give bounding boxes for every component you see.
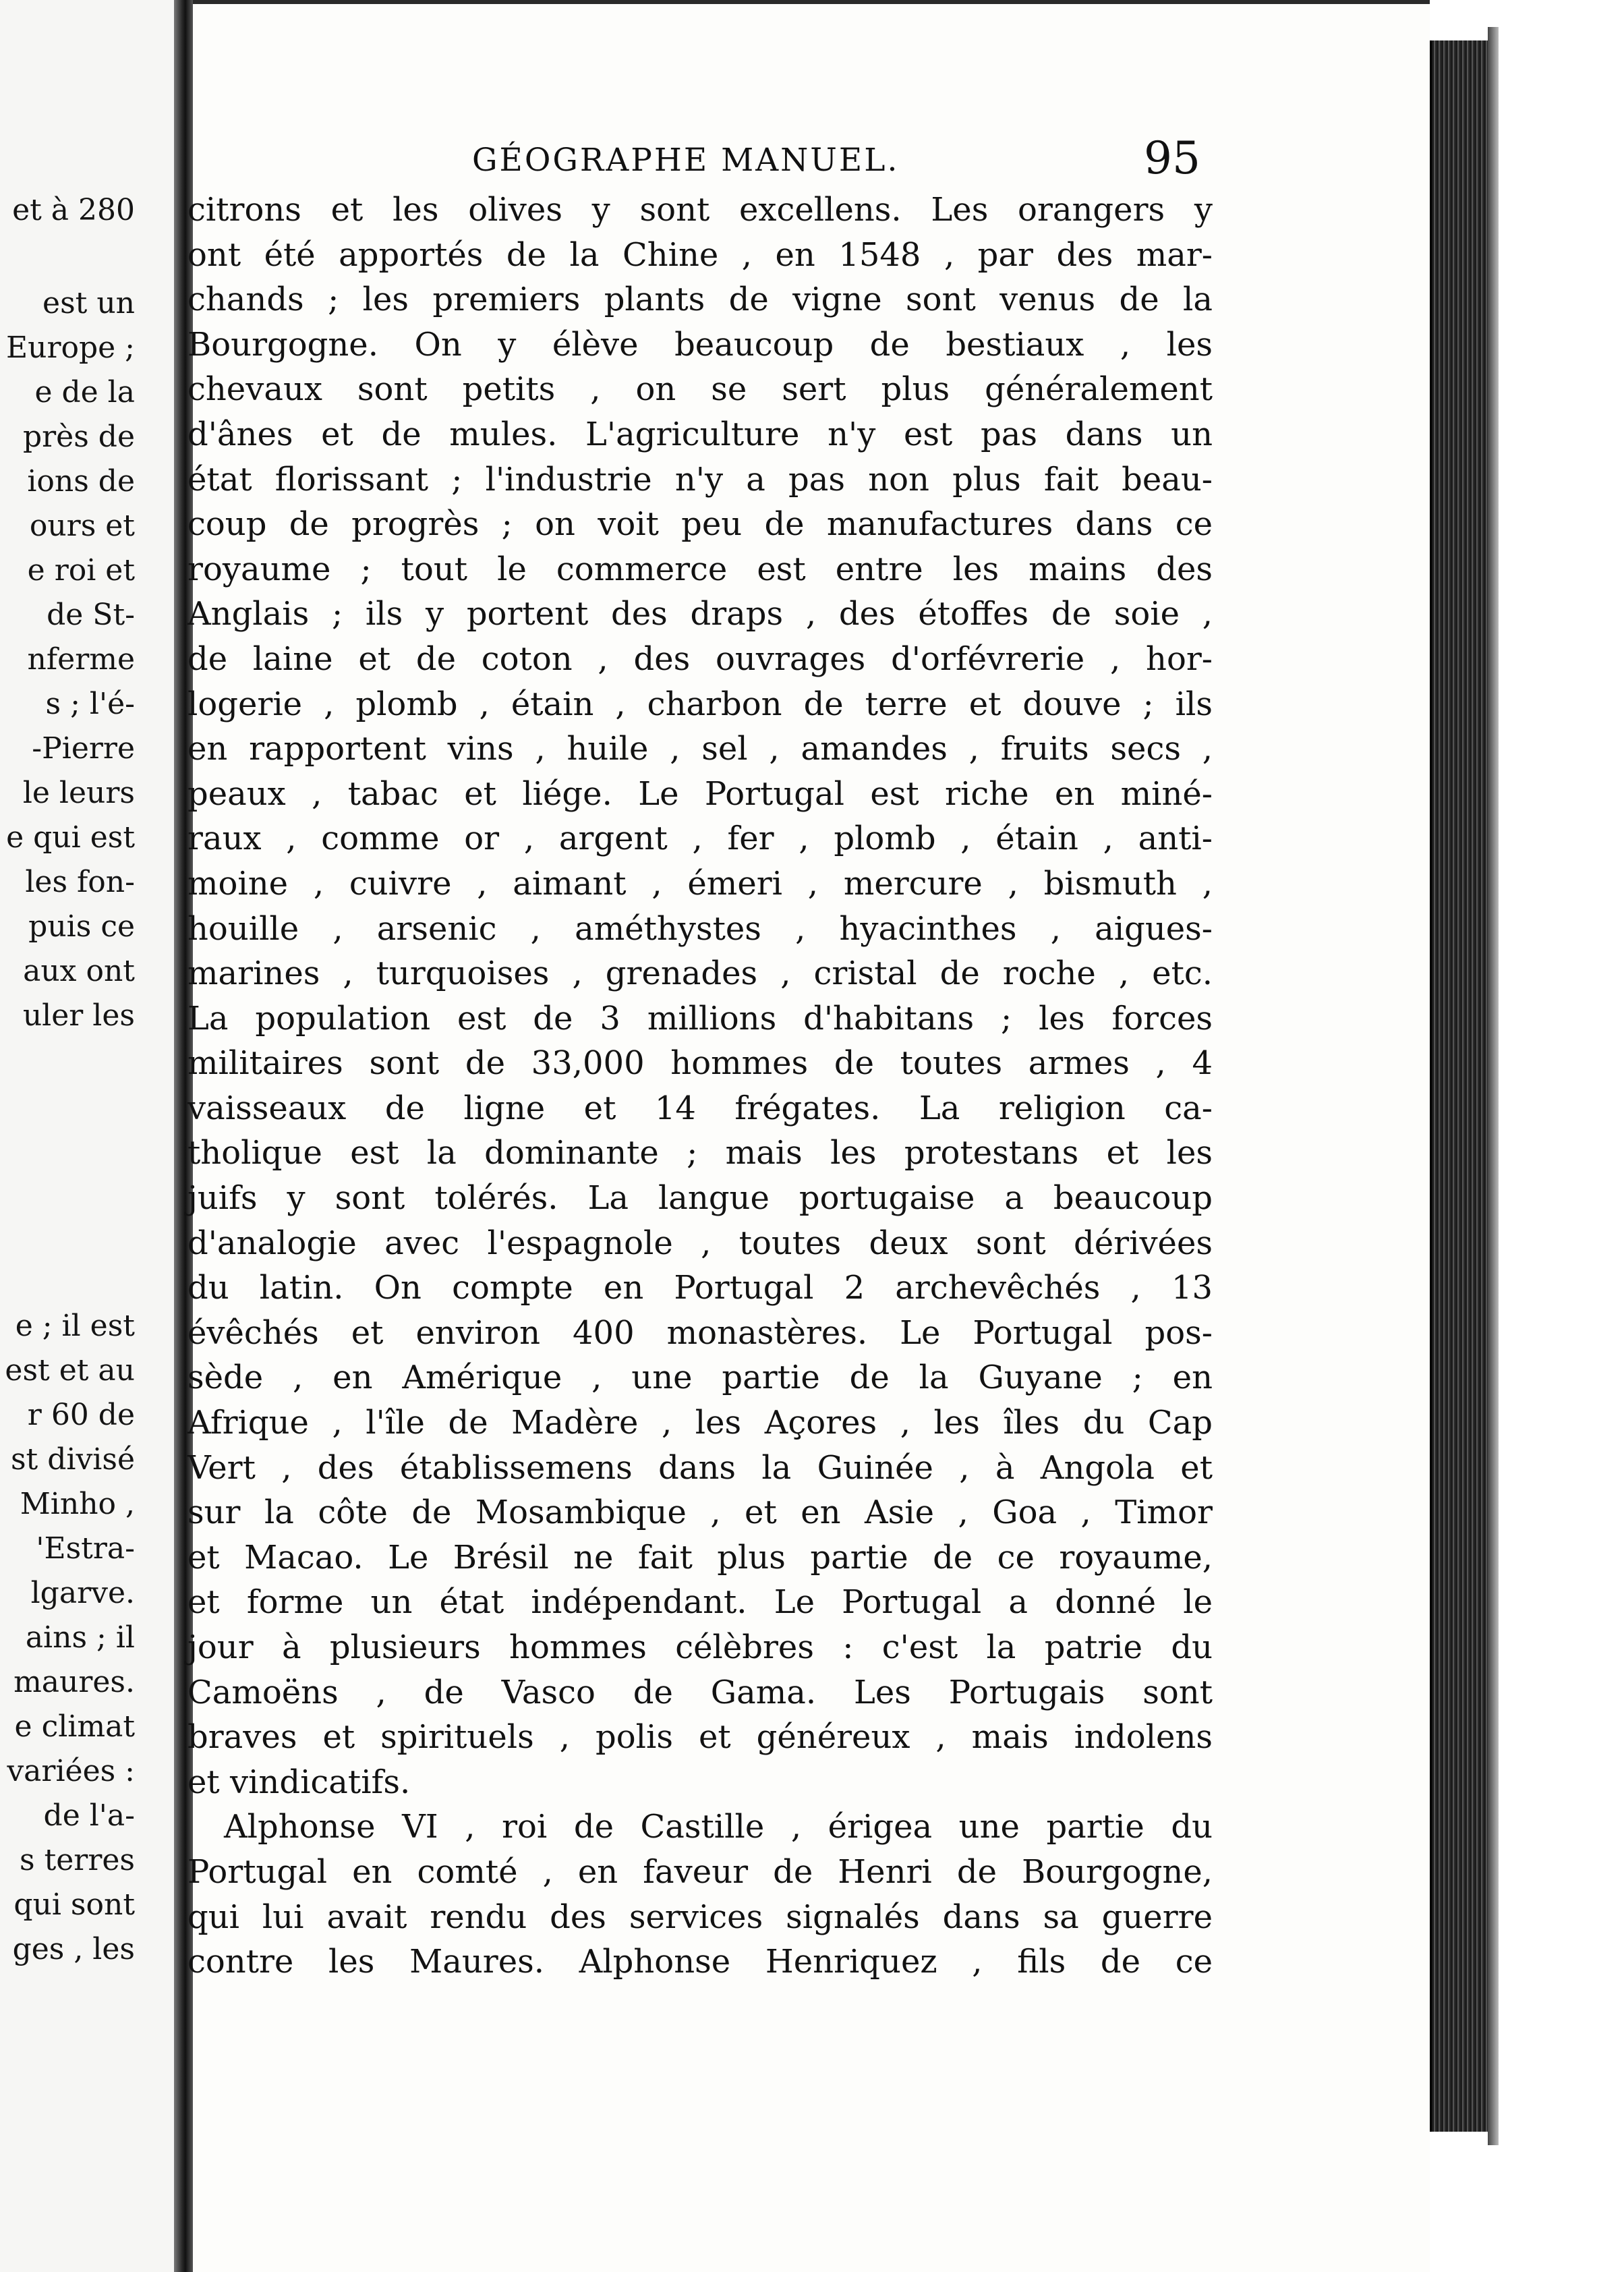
- left-fragment: aux ont: [23, 954, 135, 988]
- text-line: coup de progrès ; on voit peu de manufactures dans ce: [187, 505, 1213, 544]
- text-line: en rapportent vins , huile , sel , amandes , fruits secs ,: [187, 730, 1213, 768]
- left-fragment: e ; il est: [15, 1309, 135, 1343]
- text-line: juifs y sont tolérés. La langue portugaise a beaucoup: [187, 1179, 1213, 1218]
- text-line: qui lui avait rendu des services signalés dans sa guerre: [187, 1898, 1213, 1936]
- text-line: et Macao. Le Brésil ne fait plus partie de ce royaume,: [187, 1538, 1213, 1577]
- page-body-text: [187, 188, 1213, 1985]
- left-fragment: ges , les: [12, 1932, 135, 1966]
- text-line: tholique est la dominante ; mais les protestans et les: [187, 1134, 1213, 1172]
- left-page-text-fragments: [0, 193, 135, 2219]
- text-line: contre les Maures. Alphonse Henriquez , fils de ce: [187, 1943, 1213, 1981]
- left-fragment: 'Estra-: [36, 1531, 135, 1566]
- left-fragment: e de la: [34, 375, 135, 409]
- page-number: 95: [1144, 132, 1200, 184]
- text-line: chands ; les premiers plants de vigne sont venus de la: [187, 281, 1213, 319]
- left-fragment: e qui est: [6, 820, 135, 855]
- text-line: houille , arsenic , améthystes , hyacinthes , aigues-: [187, 909, 1213, 948]
- text-line: Bourgogne. On y élève beaucoup de bestiaux , les: [187, 325, 1213, 364]
- left-fragment: et à 280: [12, 193, 135, 227]
- text-line: et forme un état indépendant. Le Portugal a donné le: [187, 1583, 1213, 1622]
- text-line: Vert , des établissemens dans la Guinée , à Angola et: [187, 1448, 1213, 1487]
- text-line: de laine et de coton , des ouvrages d'orfévrerie , hor-: [187, 640, 1213, 678]
- left-fragment: ions de: [27, 464, 135, 499]
- text-line: d'analogie avec l'espagnole , toutes deux sont dérivées: [187, 1224, 1213, 1262]
- page-edges: [1430, 40, 1490, 2132]
- text-line: évêchés et environ 400 monastères. Le Portugal pos-: [187, 1313, 1213, 1352]
- text-line: sur la côte de Mosambique , et en Asie , Goa , Timor: [187, 1494, 1213, 1532]
- text-line: Anglais ; ils y portent des draps , des étoffes de soie ,: [187, 595, 1213, 633]
- text-line: logerie , plomb , étain , charbon de terre et douve ; ils: [187, 685, 1213, 723]
- left-fragment: s ; l'é-: [45, 687, 135, 721]
- text-line: peaux , tabac et liége. Le Portugal est riche en miné-: [187, 774, 1213, 813]
- text-line: militaires sont de 33,000 hommes de toutes armes , 4: [187, 1044, 1213, 1083]
- text-line: royaume ; tout le commerce est entre les mains des: [187, 550, 1213, 588]
- text-line: moine , cuivre , aimant , émeri , mercure , bismuth ,: [187, 864, 1213, 903]
- left-fragment: e climat: [14, 1709, 135, 1744]
- text-line: raux , comme or , argent , fer , plomb , étain , anti-: [187, 820, 1213, 858]
- left-fragment: st divisé: [10, 1442, 135, 1477]
- left-fragment: uler les: [22, 998, 135, 1033]
- left-fragment: près de: [22, 420, 135, 454]
- left-fragment: e roi et: [27, 553, 135, 588]
- running-title: GÉOGRAPHE MANUEL.: [472, 142, 900, 179]
- left-fragment: lgarve.: [30, 1576, 135, 1610]
- left-fragment: est et au: [5, 1353, 135, 1388]
- paragraph: [187, 1805, 1213, 1984]
- text-line: Portugal en comté , en faveur de Henri de Bourgogne,: [187, 1852, 1213, 1891]
- left-fragment: variées :: [7, 1754, 135, 1788]
- left-fragment: de St-: [47, 598, 135, 632]
- left-fragment: maures.: [13, 1665, 135, 1699]
- left-fragment: s terres: [20, 1843, 135, 1877]
- left-fragment: qui sont: [13, 1887, 135, 1922]
- text-line: jour à plusieurs hommes célèbres : c'est la patrie du: [187, 1628, 1213, 1666]
- text-line: braves et spirituels , polis et généreux , mais indolens: [187, 1718, 1213, 1757]
- paragraph: [187, 188, 1213, 1805]
- text-line: d'ânes et de mules. L'agriculture n'y est pas dans un: [187, 415, 1213, 453]
- left-fragment: nferme: [27, 642, 135, 677]
- left-fragment: puis ce: [28, 909, 135, 944]
- left-fragment: Minho ,: [20, 1487, 135, 1521]
- text-line: du latin. On compte en Portugal 2 archevêchés , 13: [187, 1269, 1213, 1307]
- left-fragment: ains ; il: [25, 1620, 135, 1655]
- text-line: La population est de 3 millions d'habitans ; les forces: [187, 999, 1213, 1038]
- text-line: chevaux sont petits , on se sert plus généralement: [187, 370, 1213, 409]
- left-fragment: les fon-: [25, 865, 135, 899]
- text-line: sède , en Amérique , une partie de la Guyane ; en: [187, 1359, 1213, 1397]
- text-line: ont été apportés de la Chine , en 1548 , par des mar-: [187, 235, 1213, 274]
- left-fragment: est un: [42, 286, 135, 320]
- left-fragment: -Pierre: [32, 731, 135, 766]
- left-fragment: r 60 de: [27, 1398, 135, 1432]
- text-line: Alphonse VI , roi de Castille , érigea une partie du: [224, 1808, 1213, 1846]
- left-facing-page: [0, 0, 174, 2272]
- text-line: Afrique , l'île de Madère , les Açores , les îles du Cap: [187, 1404, 1213, 1442]
- text-line: citrons et les olives y sont excellens. Les orangers y: [187, 191, 1213, 229]
- left-fragment: de l'a-: [43, 1798, 135, 1833]
- left-fragment: Europe ;: [6, 331, 135, 365]
- text-line: état florissant ; l'industrie n'y a pas non plus fait beau-: [187, 460, 1213, 499]
- text-line: marines , turquoises , grenades , cristal de roche , etc.: [187, 955, 1213, 993]
- text-line: et vindicatifs.: [187, 1763, 411, 1801]
- page-edge-shadow: [1488, 27, 1499, 2145]
- text-line: Camoëns , de Vasco de Gama. Les Portugais sont: [187, 1673, 1213, 1711]
- page-header: [472, 132, 1200, 193]
- left-fragment: ours et: [29, 509, 135, 543]
- text-line: vaisseaux de ligne et 14 frégates. La religion ca-: [187, 1089, 1213, 1127]
- left-fragment: le leurs: [22, 776, 135, 810]
